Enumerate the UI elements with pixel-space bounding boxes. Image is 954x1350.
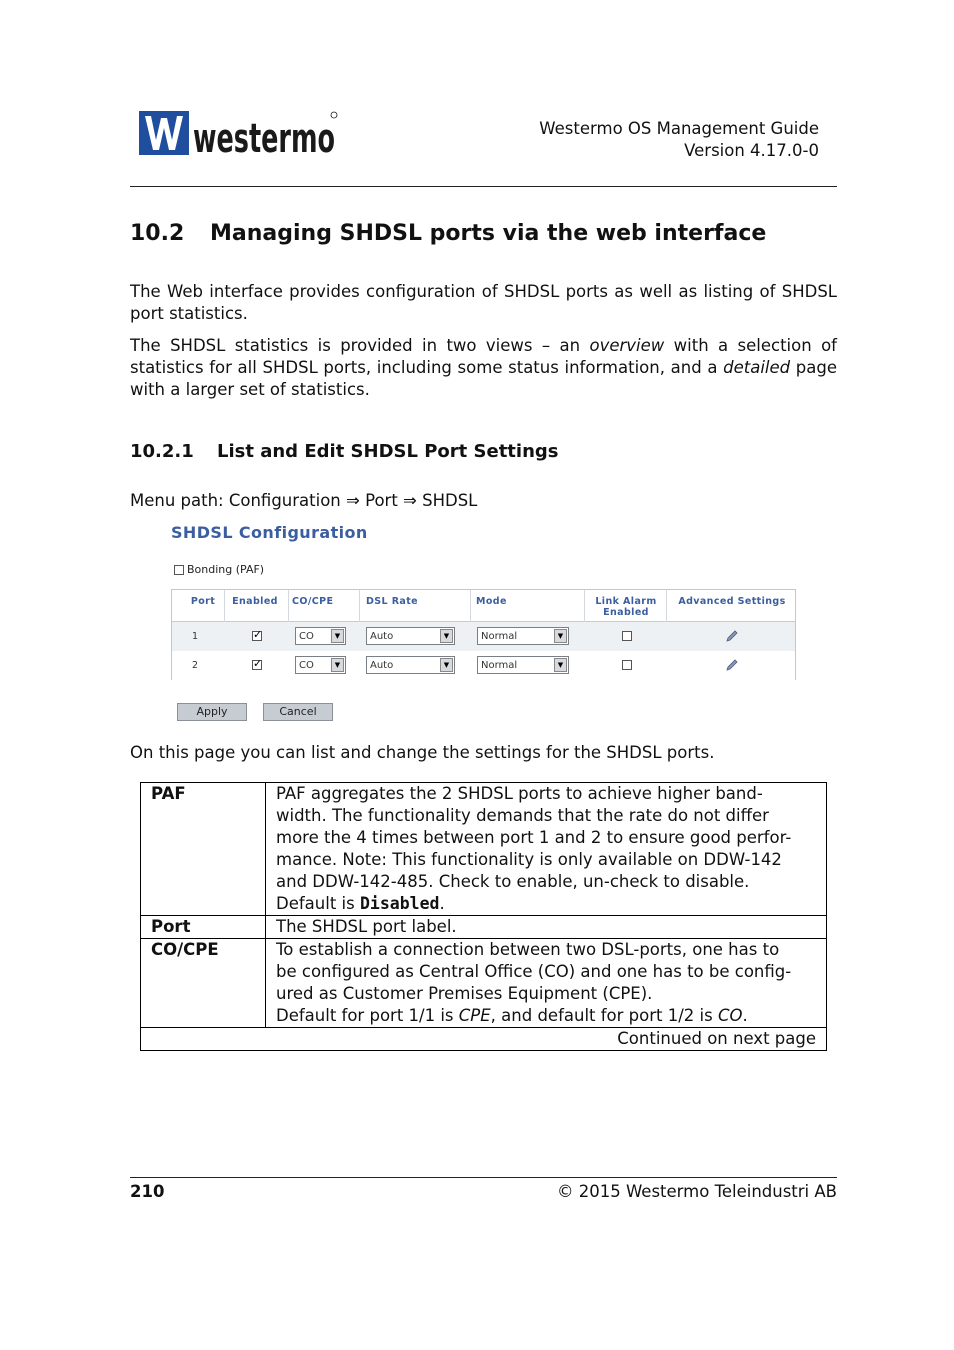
param-key: PAF	[141, 783, 266, 915]
description-paragraph: On this page you can list and change the settings for the SHDSL ports.	[130, 743, 715, 762]
enabled-checkbox[interactable]	[252, 660, 262, 670]
section-title: Managing SHDSL ports via the web interface	[210, 221, 767, 246]
shdsl-config-table	[171, 589, 796, 680]
subsection-number: 10.2.1	[130, 441, 194, 462]
text-line: more the 4 times between port 1 and 2 to ensure good perfor-	[276, 828, 792, 847]
co-cpe-select[interactable]	[295, 656, 346, 674]
column-divider	[224, 590, 225, 622]
default-line: Default for port 1/1 is CPE, and default for port 1/2 is CO.	[276, 1006, 748, 1025]
cancel-button[interactable]: Cancel	[263, 703, 333, 721]
para2-text: The SHDSL statistics is provided in two views – an	[130, 336, 590, 355]
param-description: The SHDSL port label.	[276, 917, 457, 936]
document-header	[539, 118, 819, 162]
para2-text: with a selection of statistics for all SHDSL ports, including some status information, and a	[130, 336, 837, 377]
chevron-down-icon: ▼	[440, 629, 453, 643]
copyright-notice: © 2015 Westermo Teleindustri AB	[556, 1182, 837, 1201]
text-line: PAF aggregates the 2 SHDSL ports to achieve higher band-	[276, 784, 763, 803]
dsl-rate-select[interactable]	[366, 627, 455, 645]
enabled-checkbox[interactable]	[252, 631, 262, 641]
col-header-advanced: Advanced Settings	[678, 596, 786, 607]
logo-text: westermo	[193, 116, 335, 162]
text-line: be configured as Central Office (CO) and one has to be config-	[276, 962, 792, 981]
param-key: CO/CPE	[141, 939, 266, 1027]
text-line: mance. Note: This functionality is only available on DDW-142	[276, 850, 782, 869]
dsl-rate-select[interactable]	[366, 656, 455, 674]
link-alarm-checkbox[interactable]	[622, 660, 632, 670]
default-line: Default is Disabled.	[276, 894, 445, 913]
apply-button[interactable]: Apply	[177, 703, 247, 721]
page-number: 210	[130, 1182, 165, 1201]
mode-select[interactable]	[477, 656, 569, 674]
header-divider	[130, 186, 837, 187]
pencil-icon[interactable]	[725, 658, 739, 672]
bonding-label: Bonding (PAF)	[187, 563, 265, 576]
column-divider	[584, 590, 585, 622]
para2-text: page with a larger set of statistics.	[130, 358, 837, 399]
text-line: and DDW-142-485. Check to enable, un-check to disable.	[276, 872, 750, 891]
default-value: CO	[717, 1006, 743, 1025]
chevron-down-icon: ▼	[554, 629, 567, 643]
param-key: Port	[141, 916, 266, 938]
intro-paragraph: The Web interface provides configuration of SHDSL ports as well as listing of SHDSL port statistics.	[130, 282, 837, 323]
chevron-down-icon: ▼	[440, 658, 453, 672]
table-header	[172, 590, 795, 622]
pencil-icon[interactable]	[725, 629, 739, 643]
mode-value: Normal	[481, 631, 518, 642]
bonding-option[interactable]	[174, 563, 264, 576]
table-row	[141, 939, 826, 1028]
default-text: , and default for port 1/2 is	[490, 1006, 718, 1025]
chevron-down-icon: ▼	[331, 658, 344, 672]
footer-divider	[130, 1177, 837, 1178]
text-line: To establish a connection between two DSL-ports, one has to	[276, 940, 780, 959]
parameter-table	[140, 782, 827, 1051]
document-title: Westermo OS Management Guide	[539, 119, 819, 138]
column-divider	[288, 590, 289, 622]
table-row	[141, 916, 826, 939]
ui-page-title: SHDSL Configuration	[171, 523, 368, 542]
dsl-rate-value: Auto	[370, 660, 394, 671]
param-description	[266, 939, 826, 1027]
menu-path: Menu path: Configuration ⇒ Port ⇒ SHDSL	[130, 491, 478, 510]
section-heading	[130, 221, 766, 246]
column-divider	[666, 590, 667, 622]
port-label: 1	[192, 631, 199, 642]
table-row	[141, 783, 826, 916]
para2-overview: overview	[589, 336, 665, 355]
table-row	[141, 1028, 826, 1050]
default-value: Disabled	[359, 894, 440, 913]
continued-note: Continued on next page	[617, 1029, 816, 1048]
co-cpe-value: CO	[299, 631, 314, 642]
document-version: Version 4.17.0-0	[684, 141, 819, 160]
param-description	[266, 783, 826, 915]
section-number: 10.2	[130, 221, 185, 246]
col-header-dsl-rate: DSL Rate	[366, 596, 418, 607]
text-line: ured as Customer Premises Equipment (CPE).	[276, 984, 653, 1003]
mode-value: Normal	[481, 660, 518, 671]
port-label: 2	[192, 660, 199, 671]
views-paragraph	[130, 335, 837, 401]
chevron-down-icon: ▼	[331, 629, 344, 643]
westermo-logo	[139, 110, 339, 162]
default-text: Default for port 1/1 is	[276, 1006, 459, 1025]
chevron-down-icon: ▼	[554, 658, 567, 672]
default-prefix: Default is	[276, 894, 360, 913]
co-cpe-value: CO	[299, 660, 314, 671]
col-header-co-cpe: CO/CPE	[292, 596, 334, 607]
co-cpe-select[interactable]	[295, 627, 346, 645]
subsection-title: List and Edit SHDSL Port Settings	[217, 441, 559, 462]
link-alarm-checkbox[interactable]	[622, 631, 632, 641]
column-divider	[470, 590, 471, 622]
table-row	[172, 622, 795, 651]
col-header-port: Port	[190, 596, 216, 607]
text-line: width. The functionality demands that the rate do not differ	[276, 806, 769, 825]
table-row	[172, 651, 795, 680]
col-header-mode: Mode	[476, 596, 507, 607]
col-header-link-alarm: Link Alarm Enabled	[595, 596, 657, 618]
default-value: CPE	[458, 1006, 491, 1025]
column-divider	[359, 590, 360, 622]
para2-detailed: detailed	[723, 358, 791, 377]
dsl-rate-value: Auto	[370, 631, 394, 642]
col-header-enabled: Enabled	[232, 596, 278, 607]
subsection-heading	[130, 441, 559, 462]
bonding-checkbox[interactable]	[174, 565, 184, 575]
mode-select[interactable]	[477, 627, 569, 645]
